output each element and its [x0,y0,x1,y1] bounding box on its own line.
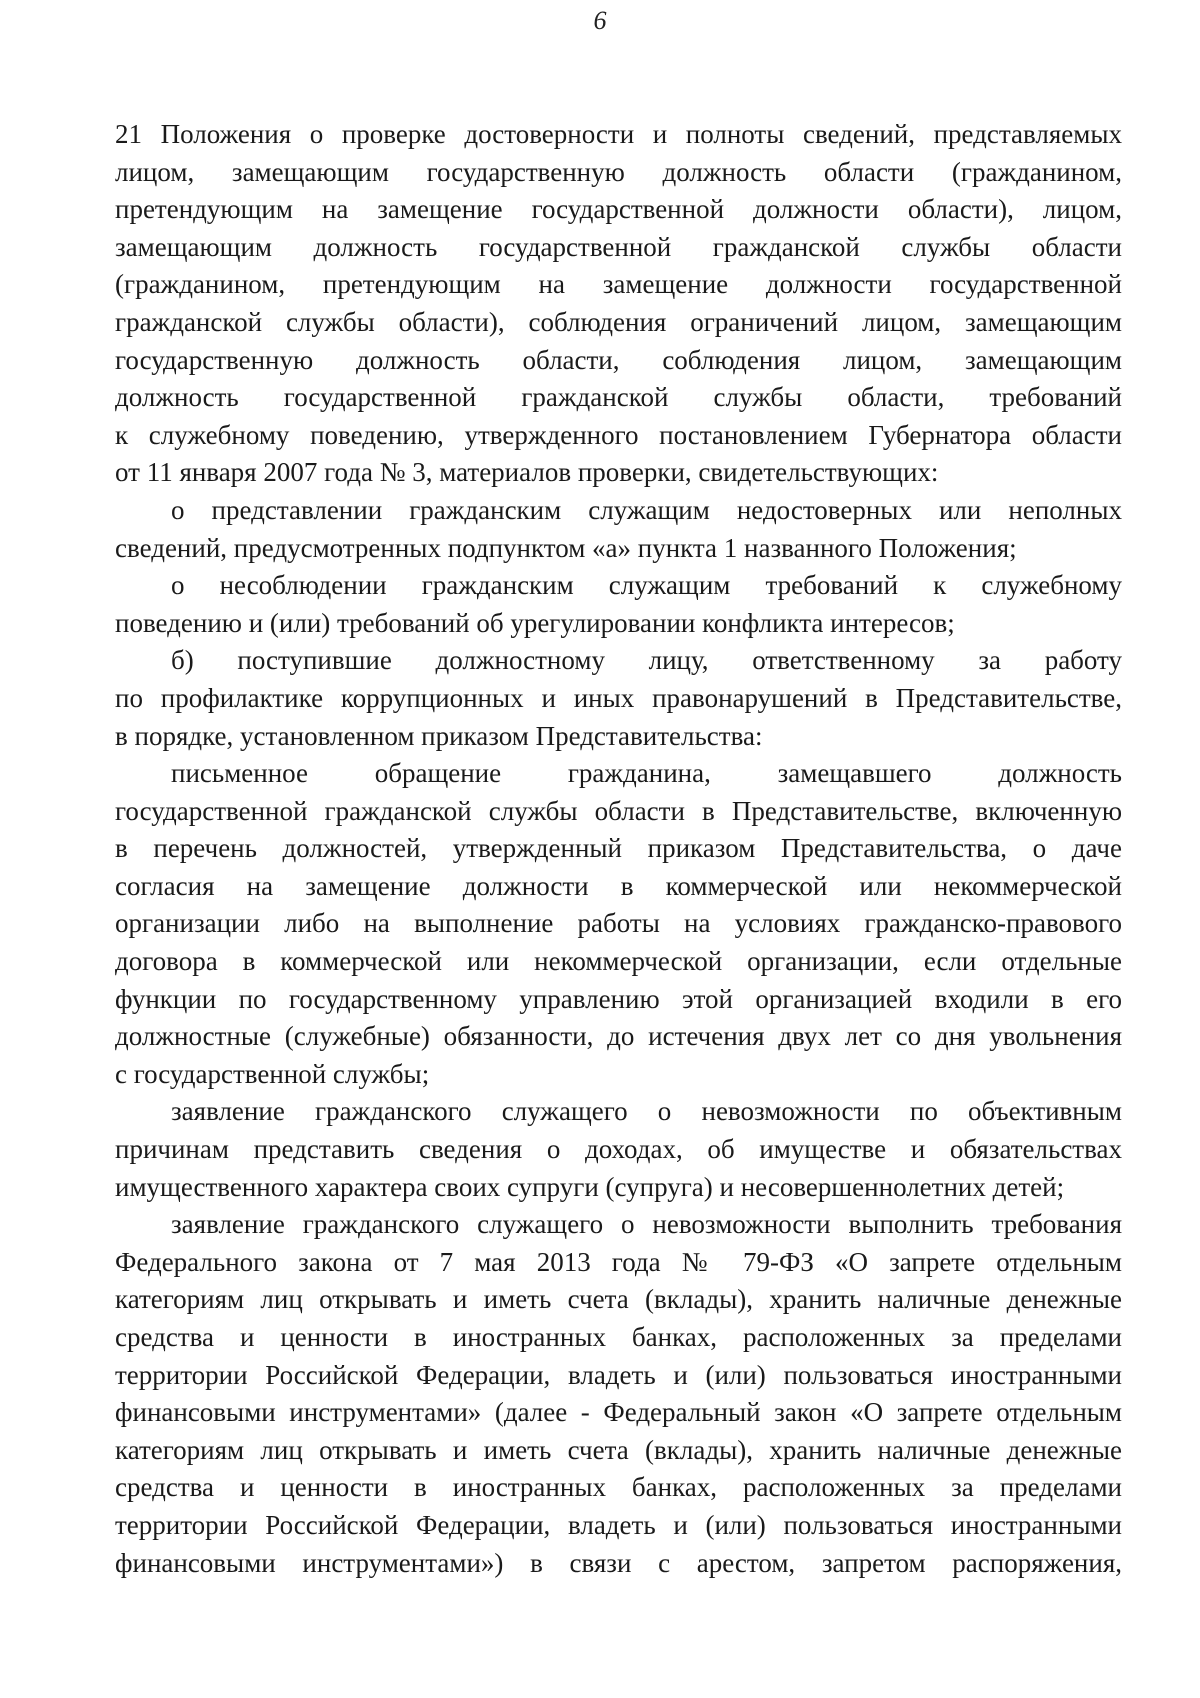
text-line: функции по государственному управлению этой организацией входили в его [115,983,1122,1014]
text-line: финансовыми инструментами») в связи с арестом, запретом распоряжения, [115,1547,1122,1578]
text-line: замещающим должность государственной гражданской службы области [115,231,1122,262]
text-line: заявление гражданского служащего о невозможности по объективным [171,1096,1122,1127]
text-line: должностные (служебные) обязанности, до истечения двух лет со дня увольнения [115,1021,1122,1052]
text-line: с государственной службы; [115,1058,430,1089]
page-number: 6 [593,6,607,35]
text-line: письменное обращение гражданина, замещавшего должность [171,758,1122,789]
text-line: Федерального закона от 7 мая 2013 года № 79-ФЗ «О запрете отдельным [115,1246,1122,1277]
text-line: в порядке, установленном приказом Представительства: [115,720,763,751]
text-line: б) поступившие должностному лицу, ответственному за работу [171,645,1122,676]
text-line: от 11 января 2007 года № 3, материалов проверки, свидетельствующих: [115,457,939,488]
body-text [115,116,1122,1582]
text-line: (гражданином, претендующим на замещение должности государственной [115,269,1122,300]
text-line: гражданской службы области), соблюдения ограничений лицом, замещающим [115,306,1122,337]
text-line: к служебному поведению, утвержденного постановлением Губернатора области [115,419,1122,450]
text-line: по профилактике коррупционных и иных правонарушений в Представительстве, [115,682,1122,713]
text-line: имущественного характера своих супруги (супруга) и несовершеннолетних детей; [115,1171,1065,1202]
text-line: организации либо на выполнение работы на условиях гражданско-правового [115,908,1122,939]
text-line: договора в коммерческой или некоммерческой организации, если отдельные [115,946,1122,977]
text-line: о представлении гражданским служащим недостоверных или неполных [171,494,1122,525]
text-line: заявление гражданского служащего о невозможности выполнить требования [171,1209,1122,1240]
text-line: поведению и (или) требований об урегулировании конфликта интересов; [115,607,955,638]
text-line: средства и ценности в иностранных банках, расположенных за пределами [115,1472,1122,1503]
text-line: государственной гражданской службы области в Представительстве, включенную [115,795,1122,826]
text-line: категориям лиц открывать и иметь счета (вклады), хранить наличные денежные [115,1434,1122,1465]
text-line: о несоблюдении гражданским служащим требований к служебному [171,570,1122,601]
text-line: должность государственной гражданской службы области, требований [115,382,1122,413]
text-line: средства и ценности в иностранных банках, расположенных за пределами [115,1322,1122,1352]
text-line: финансовыми инструментами» (далее - Федеральный закон «О запрете отдельным [115,1397,1122,1428]
text-line: сведений, предусмотренных подпунктом «а» пункта 1 названного Положения; [115,532,1017,563]
text-line: территории Российской Федерации, владеть и (или) пользоваться иностранными [115,1359,1122,1390]
text-line: государственную должность области, соблюдения лицом, замещающим [115,344,1122,375]
text-line: в перечень должностей, утвержденный приказом Представительства, о даче [115,833,1122,864]
text-line: претендующим на замещение государственной должности области), лицом, [115,194,1122,225]
text-line: категориям лиц открывать и иметь счета (вклады), хранить наличные денежные [115,1284,1122,1315]
text-line: согласия на замещение должности в коммерческой или некоммерческой [115,870,1122,901]
text-line: 21 Положения о проверке достоверности и полноты сведений, представляемых [115,119,1122,149]
text-line: причинам представить сведения о доходах, об имуществе и обязательствах [115,1134,1122,1165]
text-line: лицом, замещающим государственную должность области (гражданином, [115,156,1122,187]
text-line: территории Российской Федерации, владеть и (или) пользоваться иностранными [115,1509,1122,1540]
